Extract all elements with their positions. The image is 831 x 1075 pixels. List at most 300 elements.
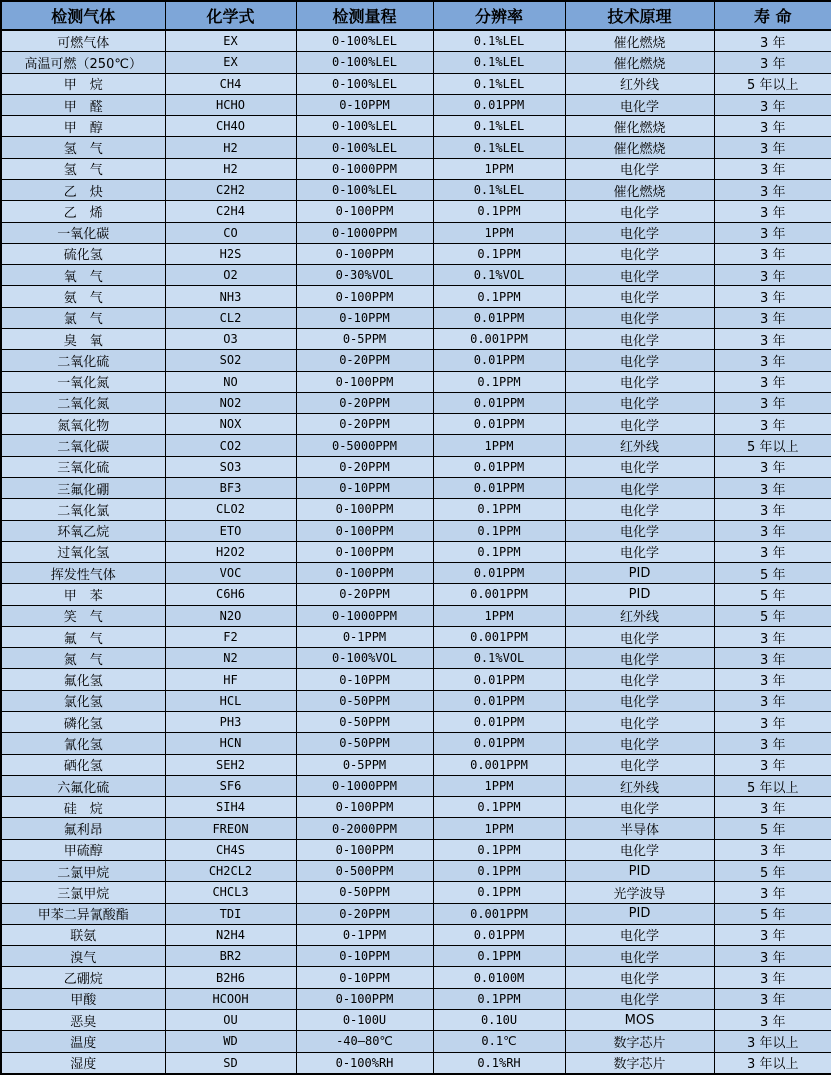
cell-lifespan: 5 年	[714, 605, 831, 626]
cell-range: 0-100U	[296, 1009, 433, 1030]
cell-range: 0-30%VOL	[296, 265, 433, 286]
cell-gas: 乙 烯	[1, 201, 165, 222]
table-row	[1, 435, 831, 456]
cell-formula: ETO	[165, 520, 296, 541]
cell-gas: 温度	[1, 1031, 165, 1052]
table-row	[1, 605, 831, 626]
cell-formula: NOX	[165, 414, 296, 435]
cell-lifespan: 5 年	[714, 584, 831, 605]
cell-formula: WD	[165, 1031, 296, 1052]
cell-resolution: 0.1PPM	[433, 201, 565, 222]
table-row	[1, 967, 831, 988]
table-row	[1, 754, 831, 775]
cell-gas: 氧 气	[1, 265, 165, 286]
cell-gas: 恶臭	[1, 1009, 165, 1030]
cell-principle: 电化学	[565, 712, 714, 733]
cell-principle: 光学波导	[565, 882, 714, 903]
cell-gas: 甲苯二异氰酸酯	[1, 903, 165, 924]
cell-gas: 乙硼烷	[1, 967, 165, 988]
cell-principle: 催化燃烧	[565, 116, 714, 137]
table-row	[1, 669, 831, 690]
cell-gas: 环氧乙烷	[1, 520, 165, 541]
cell-resolution: 0.1PPM	[433, 520, 565, 541]
cell-resolution: 0.1%LEL	[433, 116, 565, 137]
cell-lifespan: 3 年	[714, 94, 831, 115]
cell-gas: 过氧化氢	[1, 541, 165, 562]
cell-resolution: 0.1PPM	[433, 861, 565, 882]
cell-gas: 氨 气	[1, 286, 165, 307]
table-row	[1, 371, 831, 392]
table-row	[1, 414, 831, 435]
table-row	[1, 690, 831, 711]
cell-principle: 电化学	[565, 541, 714, 562]
cell-principle: 红外线	[565, 605, 714, 626]
cell-formula: SF6	[165, 775, 296, 796]
table-row	[1, 116, 831, 137]
table-row	[1, 94, 831, 115]
cell-range: 0-100%LEL	[296, 116, 433, 137]
cell-range: 0-1PPM	[296, 626, 433, 647]
cell-formula: SO2	[165, 350, 296, 371]
cell-lifespan: 3 年	[714, 499, 831, 520]
cell-lifespan: 5 年	[714, 861, 831, 882]
cell-resolution: 0.001PPM	[433, 754, 565, 775]
cell-lifespan: 3 年	[714, 882, 831, 903]
cell-lifespan: 3 年	[714, 988, 831, 1009]
cell-gas: 一氧化碳	[1, 222, 165, 243]
cell-principle: 催化燃烧	[565, 52, 714, 73]
cell-lifespan: 3 年	[714, 733, 831, 754]
cell-formula: N2H4	[165, 924, 296, 945]
table-header	[1, 1, 831, 30]
table-row	[1, 137, 831, 158]
cell-lifespan: 3 年	[714, 328, 831, 349]
cell-range: 0-20PPM	[296, 414, 433, 435]
cell-range: 0-5000PPM	[296, 435, 433, 456]
cell-gas: 三氧化硫	[1, 456, 165, 477]
cell-resolution: 0.001PPM	[433, 903, 565, 924]
cell-formula: OU	[165, 1009, 296, 1030]
cell-principle: 电化学	[565, 328, 714, 349]
table-row	[1, 180, 831, 201]
cell-lifespan: 3 年	[714, 797, 831, 818]
cell-range: 0-10PPM	[296, 669, 433, 690]
cell-principle: MOS	[565, 1009, 714, 1030]
column-header-resolution: 分辨率	[433, 1, 565, 30]
table-row	[1, 775, 831, 796]
column-header-lifespan: 寿 命	[714, 1, 831, 30]
cell-lifespan: 3 年	[714, 350, 831, 371]
cell-formula: PH3	[165, 712, 296, 733]
table-row	[1, 222, 831, 243]
cell-lifespan: 3 年	[714, 392, 831, 413]
cell-range: 0-50PPM	[296, 882, 433, 903]
cell-resolution: 1PPM	[433, 158, 565, 179]
cell-principle: 催化燃烧	[565, 180, 714, 201]
cell-lifespan: 3 年	[714, 243, 831, 264]
cell-formula: FREON	[165, 818, 296, 839]
cell-resolution: 1PPM	[433, 775, 565, 796]
cell-range: 0-5PPM	[296, 754, 433, 775]
cell-range: -40—80℃	[296, 1031, 433, 1052]
cell-lifespan: 3 年	[714, 839, 831, 860]
cell-resolution: 0.01PPM	[433, 669, 565, 690]
cell-formula: CH4	[165, 73, 296, 94]
cell-principle: 电化学	[565, 669, 714, 690]
table-row	[1, 626, 831, 647]
cell-formula: NO2	[165, 392, 296, 413]
table-row	[1, 1009, 831, 1030]
table-row	[1, 499, 831, 520]
cell-resolution: 0.1PPM	[433, 499, 565, 520]
cell-gas: 氟利昂	[1, 818, 165, 839]
cell-lifespan: 3 年	[714, 201, 831, 222]
column-header-principle: 技术原理	[565, 1, 714, 30]
cell-formula: N2O	[165, 605, 296, 626]
cell-range: 0-100PPM	[296, 563, 433, 584]
cell-range: 0-100%VOL	[296, 648, 433, 669]
cell-resolution: 0.001PPM	[433, 328, 565, 349]
cell-resolution: 1PPM	[433, 818, 565, 839]
cell-range: 0-50PPM	[296, 690, 433, 711]
cell-lifespan: 3 年	[714, 286, 831, 307]
cell-formula: O3	[165, 328, 296, 349]
cell-gas: 挥发性气体	[1, 563, 165, 584]
cell-resolution: 0.01PPM	[433, 456, 565, 477]
cell-formula: H2	[165, 137, 296, 158]
cell-formula: HCN	[165, 733, 296, 754]
cell-gas: 笑 气	[1, 605, 165, 626]
cell-gas: 甲 醇	[1, 116, 165, 137]
cell-range: 0-100PPM	[296, 520, 433, 541]
cell-resolution: 0.1PPM	[433, 243, 565, 264]
cell-formula: H2S	[165, 243, 296, 264]
table-row	[1, 988, 831, 1009]
cell-gas: 高温可燃（250℃）	[1, 52, 165, 73]
cell-gas: 三氟化硼	[1, 477, 165, 498]
cell-gas: 六氟化硫	[1, 775, 165, 796]
cell-formula: B2H6	[165, 967, 296, 988]
cell-gas: 氢 气	[1, 137, 165, 158]
cell-principle: 电化学	[565, 392, 714, 413]
table-row	[1, 477, 831, 498]
cell-formula: BF3	[165, 477, 296, 498]
cell-lifespan: 3 年	[714, 541, 831, 562]
cell-principle: 电化学	[565, 222, 714, 243]
table-row	[1, 201, 831, 222]
cell-formula: VOC	[165, 563, 296, 584]
cell-resolution: 0.1PPM	[433, 286, 565, 307]
cell-lifespan: 3 年	[714, 946, 831, 967]
column-header-gas: 检测气体	[1, 1, 165, 30]
cell-formula: CHCL3	[165, 882, 296, 903]
cell-resolution: 0.10U	[433, 1009, 565, 1030]
cell-formula: BR2	[165, 946, 296, 967]
cell-principle: 电化学	[565, 648, 714, 669]
cell-resolution: 0.1PPM	[433, 371, 565, 392]
column-header-formula: 化学式	[165, 1, 296, 30]
cell-resolution: 1PPM	[433, 435, 565, 456]
cell-range: 0-10PPM	[296, 946, 433, 967]
cell-resolution: 0.1PPM	[433, 541, 565, 562]
cell-gas: 甲 烷	[1, 73, 165, 94]
cell-principle: 电化学	[565, 988, 714, 1009]
cell-range: 0-100PPM	[296, 371, 433, 392]
cell-resolution: 0.001PPM	[433, 626, 565, 647]
cell-lifespan: 3 年	[714, 967, 831, 988]
cell-principle: 电化学	[565, 201, 714, 222]
cell-resolution: 0.01PPM	[433, 350, 565, 371]
cell-formula: H2	[165, 158, 296, 179]
cell-principle: 半导体	[565, 818, 714, 839]
table-row	[1, 307, 831, 328]
table-row	[1, 733, 831, 754]
cell-formula: TDI	[165, 903, 296, 924]
cell-lifespan: 3 年	[714, 307, 831, 328]
cell-formula: O2	[165, 265, 296, 286]
cell-principle: 催化燃烧	[565, 137, 714, 158]
cell-formula: CO2	[165, 435, 296, 456]
cell-range: 0-100PPM	[296, 201, 433, 222]
cell-range: 0-5PPM	[296, 328, 433, 349]
cell-gas: 氯化氢	[1, 690, 165, 711]
cell-lifespan: 3 年	[714, 158, 831, 179]
cell-gas: 乙 炔	[1, 180, 165, 201]
cell-principle: 电化学	[565, 158, 714, 179]
cell-resolution: 0.01PPM	[433, 414, 565, 435]
table-row	[1, 392, 831, 413]
header-row	[1, 1, 831, 30]
cell-range: 0-100PPM	[296, 797, 433, 818]
cell-formula: HCOOH	[165, 988, 296, 1009]
cell-formula: CLO2	[165, 499, 296, 520]
cell-range: 0-10PPM	[296, 967, 433, 988]
cell-resolution: 0.1%LEL	[433, 52, 565, 73]
cell-formula: EX	[165, 30, 296, 52]
table-row	[1, 712, 831, 733]
cell-lifespan: 3 年	[714, 52, 831, 73]
table-row	[1, 861, 831, 882]
cell-range: 0-50PPM	[296, 733, 433, 754]
cell-formula: SO3	[165, 456, 296, 477]
cell-gas: 二氧化氮	[1, 392, 165, 413]
cell-gas: 硫化氢	[1, 243, 165, 264]
table-row	[1, 456, 831, 477]
cell-gas: 甲 苯	[1, 584, 165, 605]
cell-formula: N2	[165, 648, 296, 669]
cell-gas: 臭 氧	[1, 328, 165, 349]
cell-gas: 硒化氢	[1, 754, 165, 775]
cell-formula: C6H6	[165, 584, 296, 605]
cell-range: 0-20PPM	[296, 903, 433, 924]
table-row	[1, 158, 831, 179]
table-row	[1, 584, 831, 605]
cell-resolution: 0.1PPM	[433, 988, 565, 1009]
table-row	[1, 839, 831, 860]
table-row	[1, 286, 831, 307]
cell-formula: H2O2	[165, 541, 296, 562]
cell-range: 0-20PPM	[296, 584, 433, 605]
cell-range: 0-1000PPM	[296, 775, 433, 796]
table-row	[1, 882, 831, 903]
cell-gas: 一氧化氮	[1, 371, 165, 392]
cell-lifespan: 5 年	[714, 903, 831, 924]
cell-principle: 电化学	[565, 243, 714, 264]
cell-resolution: 0.1%VOL	[433, 648, 565, 669]
cell-range: 0-100%RH	[296, 1052, 433, 1074]
cell-resolution: 0.1%LEL	[433, 180, 565, 201]
table-row	[1, 328, 831, 349]
cell-lifespan: 3 年	[714, 626, 831, 647]
table-row	[1, 946, 831, 967]
cell-principle: 电化学	[565, 946, 714, 967]
cell-principle: 电化学	[565, 520, 714, 541]
cell-resolution: 0.01PPM	[433, 712, 565, 733]
cell-gas: 联氨	[1, 924, 165, 945]
cell-gas: 氮 气	[1, 648, 165, 669]
cell-principle: PID	[565, 861, 714, 882]
cell-range: 0-100PPM	[296, 541, 433, 562]
cell-formula: HCL	[165, 690, 296, 711]
cell-gas: 二氧化硫	[1, 350, 165, 371]
cell-gas: 氟 气	[1, 626, 165, 647]
cell-gas: 二氧化碳	[1, 435, 165, 456]
table-row	[1, 520, 831, 541]
cell-principle: 电化学	[565, 414, 714, 435]
cell-lifespan: 5 年以上	[714, 775, 831, 796]
table-row	[1, 52, 831, 73]
cell-lifespan: 3 年	[714, 371, 831, 392]
cell-formula: CO	[165, 222, 296, 243]
cell-gas: 氟化氢	[1, 669, 165, 690]
cell-formula: F2	[165, 626, 296, 647]
cell-gas: 甲硫醇	[1, 839, 165, 860]
table-row	[1, 648, 831, 669]
cell-formula: HCHO	[165, 94, 296, 115]
cell-principle: 数字芯片	[565, 1031, 714, 1052]
cell-range: 0-100%LEL	[296, 30, 433, 52]
column-header-range: 检测量程	[296, 1, 433, 30]
cell-formula: C2H2	[165, 180, 296, 201]
cell-principle: 电化学	[565, 733, 714, 754]
cell-principle: 数字芯片	[565, 1052, 714, 1074]
cell-principle: 电化学	[565, 265, 714, 286]
cell-principle: 电化学	[565, 967, 714, 988]
cell-principle: 电化学	[565, 690, 714, 711]
cell-principle: PID	[565, 903, 714, 924]
table-row	[1, 563, 831, 584]
table-row	[1, 265, 831, 286]
cell-range: 0-2000PPM	[296, 818, 433, 839]
table-row	[1, 350, 831, 371]
cell-resolution: 0.01PPM	[433, 563, 565, 584]
cell-range: 0-10PPM	[296, 94, 433, 115]
table-row	[1, 1031, 831, 1052]
cell-resolution: 0.1PPM	[433, 839, 565, 860]
cell-lifespan: 3 年	[714, 456, 831, 477]
cell-resolution: 0.1PPM	[433, 946, 565, 967]
cell-lifespan: 3 年	[714, 520, 831, 541]
cell-lifespan: 3 年	[714, 414, 831, 435]
cell-lifespan: 5 年以上	[714, 73, 831, 94]
cell-resolution: 0.01PPM	[433, 307, 565, 328]
cell-range: 0-1000PPM	[296, 158, 433, 179]
cell-resolution: 1PPM	[433, 222, 565, 243]
cell-gas: 氢 气	[1, 158, 165, 179]
cell-lifespan: 3 年	[714, 690, 831, 711]
cell-formula: HF	[165, 669, 296, 690]
cell-gas: 二氧化氯	[1, 499, 165, 520]
cell-principle: 电化学	[565, 797, 714, 818]
table-row	[1, 924, 831, 945]
cell-lifespan: 3 年	[714, 180, 831, 201]
cell-resolution: 0.1PPM	[433, 797, 565, 818]
cell-range: 0-100%LEL	[296, 180, 433, 201]
cell-principle: 电化学	[565, 839, 714, 860]
cell-formula: CH2CL2	[165, 861, 296, 882]
cell-gas: 硅 烷	[1, 797, 165, 818]
cell-range: 0-500PPM	[296, 861, 433, 882]
cell-range: 0-100PPM	[296, 499, 433, 520]
cell-resolution: 0.01PPM	[433, 477, 565, 498]
table-row	[1, 541, 831, 562]
cell-lifespan: 3 年	[714, 222, 831, 243]
cell-gas: 湿度	[1, 1052, 165, 1074]
cell-formula: C2H4	[165, 201, 296, 222]
cell-lifespan: 3 年	[714, 669, 831, 690]
table-row	[1, 1052, 831, 1074]
table-row	[1, 30, 831, 52]
cell-range: 0-100%LEL	[296, 73, 433, 94]
cell-range: 0-100%LEL	[296, 137, 433, 158]
cell-lifespan: 5 年	[714, 563, 831, 584]
cell-range: 0-20PPM	[296, 456, 433, 477]
cell-range: 0-1PPM	[296, 924, 433, 945]
cell-principle: 电化学	[565, 456, 714, 477]
table-row	[1, 903, 831, 924]
cell-lifespan: 3 年	[714, 477, 831, 498]
cell-principle: 电化学	[565, 94, 714, 115]
cell-principle: 电化学	[565, 371, 714, 392]
cell-formula: SEH2	[165, 754, 296, 775]
cell-range: 0-50PPM	[296, 712, 433, 733]
cell-resolution: 0.01PPM	[433, 733, 565, 754]
cell-resolution: 0.01PPM	[433, 924, 565, 945]
cell-formula: CL2	[165, 307, 296, 328]
cell-range: 0-1000PPM	[296, 605, 433, 626]
cell-principle: PID	[565, 563, 714, 584]
cell-principle: 红外线	[565, 775, 714, 796]
cell-range: 0-10PPM	[296, 307, 433, 328]
cell-principle: 电化学	[565, 307, 714, 328]
cell-range: 0-1000PPM	[296, 222, 433, 243]
cell-lifespan: 3 年	[714, 116, 831, 137]
cell-principle: 电化学	[565, 286, 714, 307]
cell-gas: 三氯甲烷	[1, 882, 165, 903]
cell-gas: 氯 气	[1, 307, 165, 328]
table-body	[1, 30, 831, 1074]
cell-resolution: 0.1%LEL	[433, 30, 565, 52]
cell-resolution: 0.1℃	[433, 1031, 565, 1052]
cell-lifespan: 3 年	[714, 1009, 831, 1030]
cell-resolution: 0.01PPM	[433, 392, 565, 413]
cell-lifespan: 3 年	[714, 754, 831, 775]
cell-lifespan: 5 年以上	[714, 435, 831, 456]
cell-formula: SIH4	[165, 797, 296, 818]
table-row	[1, 797, 831, 818]
cell-range: 0-20PPM	[296, 350, 433, 371]
cell-gas: 氰化氢	[1, 733, 165, 754]
